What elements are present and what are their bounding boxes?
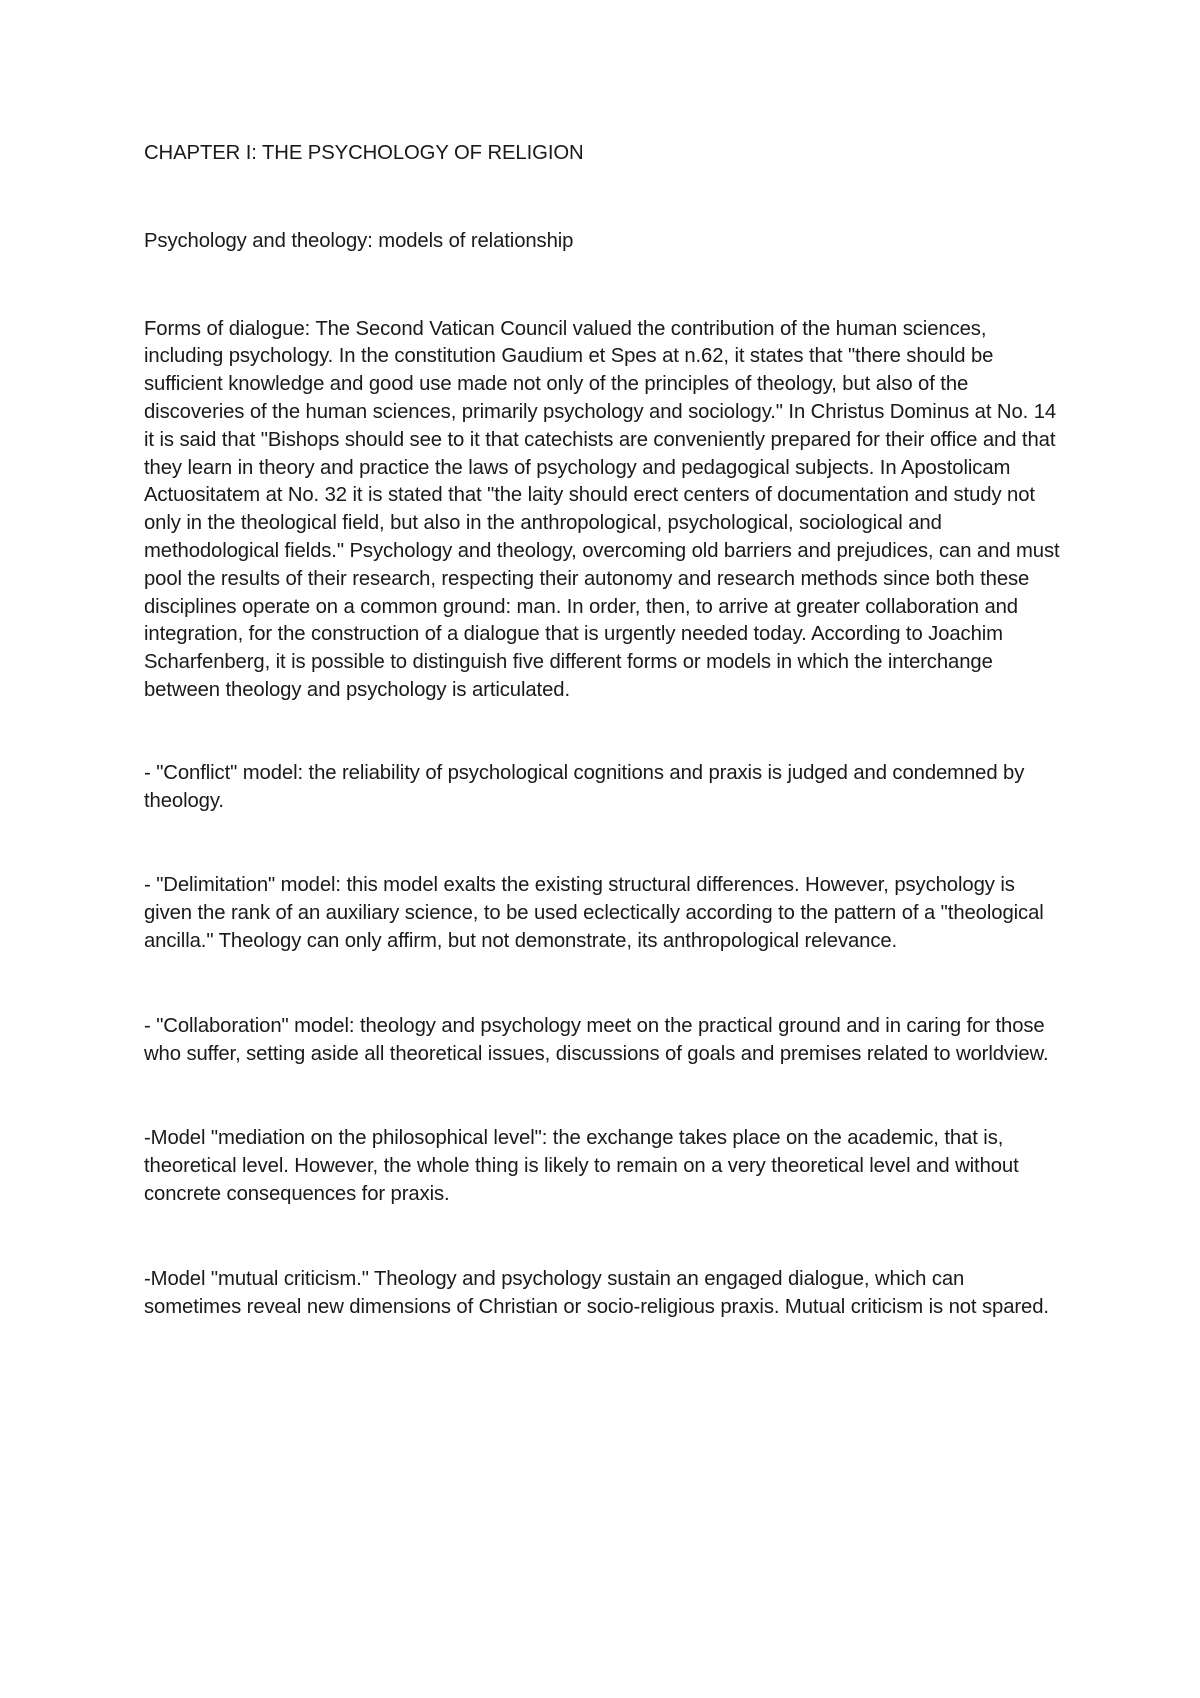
document-body <box>144 140 1064 1378</box>
chapter-title: CHAPTER I: THE PSYCHOLOGY OF RELIGION <box>144 142 584 164</box>
model-collaboration: - "Collaboration" model: theology and psychology meet on the practical ground and in caring for those who suffer, setting aside all theoretical issues, discussions of goals and premises related to worldview. <box>144 1014 1049 1065</box>
section-title: Psychology and theology: models of relationship <box>144 229 574 252</box>
model-conflict: - "Conflict" model: the reliability of psychological cognitions and praxis is judged and condemned by theology. <box>144 761 1025 812</box>
model-philosophical-mediation: -Model "mediation on the philosophical level": the exchange takes place on the academic, that is, theoretical level. However, the whole thing is likely to remain on a very theoretical level and without concrete consequences for praxis. <box>144 1127 1019 1205</box>
intro-paragraph: Forms of dialogue: The Second Vatican Council valued the contribution of the human sciences, including psychology. In the constitution Gaudium et Spes at n.62, it states that "there should be sufficient knowledge and good use made not only of the principles of theology, but also of the discoveries of the human sciences, primarily psychology and sociology." In Christus Dominus at No. 14 it is said that "Bishops should see to it that catechists are conveniently prepared for their office and that they learn in theory and practice the laws of psychology and pedagogical subjects. In Apostolicam Actuositatem at No. 32 it is stated that "the laity should erect centers of documentation and study not only in the theological field, but also in the anthropological, psychological, sociological and methodological fields." Psychology and theology, overcoming old barriers and prejudices, can and must pool the results of their research, respecting their autonomy and research methods since both these disciplines operate on a common ground: man. In order, then, to arrive at greater collaboration and integration, for the construction of a dialogue that is urgently needed today. According to Joachim Scharfenberg, it is possible to distinguish five different forms or models in which the interchange between theology and psychology is articulated. <box>144 317 1060 701</box>
model-mutual-criticism: -Model "mutual criticism." Theology and psychology sustain an engaged dialogue, which can sometimes reveal new dimensions of Christian or socio-religious praxis. Mutual criticism is not spared. <box>144 1267 1049 1318</box>
model-delimitation: - "Delimitation" model: this model exalts the existing structural differences. However, psychology is given the rank of an auxiliary science, to be used eclectically according to the pattern of a "theological ancilla." Theology can only affirm, but not demonstrate, its anthropological relevance. <box>144 874 1044 952</box>
